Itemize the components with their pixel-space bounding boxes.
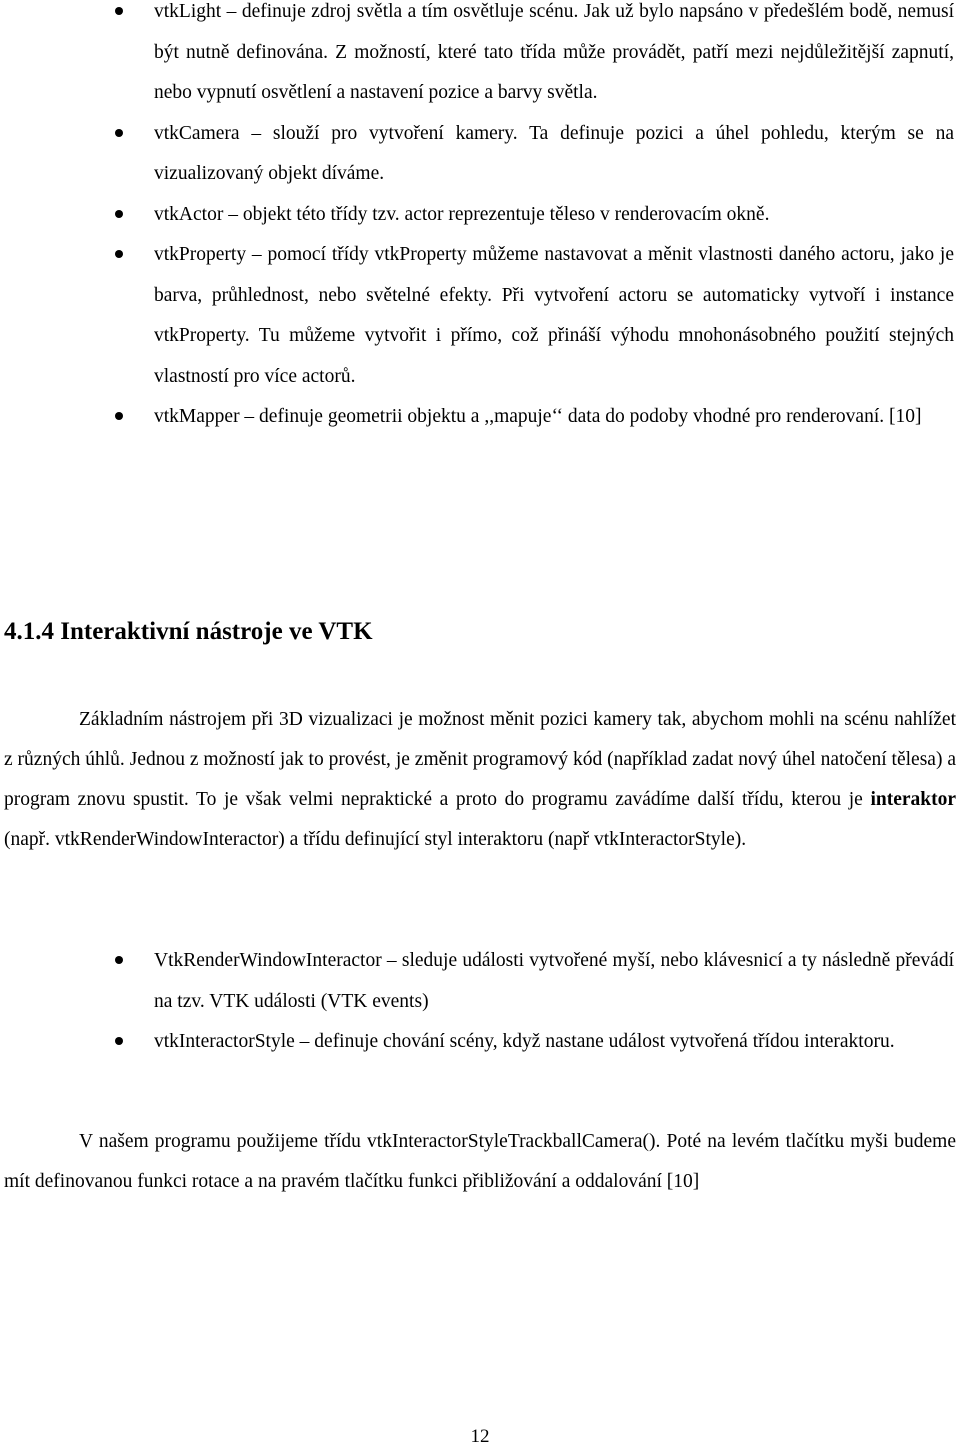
list-item	[0, 114, 960, 195]
bullet-icon	[115, 250, 123, 258]
page-number: 12	[470, 1426, 490, 1447]
class-list-top	[0, 0, 960, 438]
list-item	[0, 397, 960, 438]
bullet-icon	[115, 210, 123, 218]
list-item	[0, 235, 960, 397]
list-item-text: vtkActor – objekt této třídy tzv. actor reprezentuje těleso v renderovacím okně.	[154, 203, 770, 225]
class-list-bottom	[0, 941, 960, 1063]
list-item	[0, 1022, 960, 1063]
paragraph-text: Základním nástrojem při 3D vizualizaci je možnost měnit pozici kamery tak, abychom mohli na scénu nahlížet z různých úhlů. Jednou z možností jak to provést, je změnit programový kód (například zadat nový úhel natočení tělesa) a program znovu spustit. To je však velmi nepraktické a proto do programu zavádíme další třídu, kterou je	[4, 709, 956, 810]
paragraph-interactive-tools	[4, 700, 956, 860]
paragraph-text: V našem programu použijeme třídu vtkInteractorStyleTrackballCamera(). Poté na levém tlačítku myši budeme mít definovanou funkci rotace a na pravém tlačítku funkci přibližování a oddalování [10]	[4, 1131, 956, 1192]
section-heading: 4.1.4 Interaktivní nástroje ve VTK	[4, 618, 373, 645]
list-item	[0, 941, 960, 1022]
list-item-text: VtkRenderWindowInteractor – sleduje události vytvořené myší, nebo klávesnicí a ty následně převádí na tzv. VTK události (VTK events)	[154, 950, 954, 1012]
list-item-text: vtkCamera – slouží pro vytvoření kamery. Ta definuje pozici a úhel pohledu, kterým se na vizualizovaný objekt díváme.	[154, 122, 954, 184]
list-item-text: vtkMapper – definuje geometrii objektu a ,,mapuje‘‘ data do podoby vhodné pro renderovaní. [10]	[154, 406, 922, 427]
paragraph-our-program	[4, 1122, 956, 1202]
bullet-icon	[115, 956, 123, 964]
list-item-text: vtkProperty – pomocí třídy vtkProperty můžeme nastavovat a měnit vlastnosti daného actoru, jako je barva, průhlednost, nebo světelné efekty. Při vytvoření actoru se automaticky vytvoří i instance vtkProperty. Tu můžeme vytvořit i přímo, což přináší výhodu mnohonásobného použití stejných vlastností pro více actorů.	[154, 244, 954, 387]
list-item-text: vtkInteractorStyle – definuje chování scény, když nastane událost vytvořená třídou interaktoru.	[154, 1031, 895, 1052]
list-item	[0, 0, 960, 114]
bullet-icon	[115, 1037, 123, 1045]
list-item-text: vtkLight – definuje zdroj světla a tím osvětluje scénu. Jak už bylo napsáno v předešlém bodě, nemusí být nutně definována. Z možností, které tato třída může provádět, patří mezi nejdůležitější zapnutí, nebo vypnutí osvětlení a nastavení pozice a barvy světla.	[154, 1, 954, 103]
bold-term: interaktor	[870, 789, 956, 810]
list-item	[0, 195, 960, 236]
bullet-icon	[115, 7, 123, 15]
bullet-icon	[115, 129, 123, 137]
paragraph-text: (např. vtkRenderWindowInteractor) a třídu definující styl interaktoru (např vtkInteractorStyle).	[4, 829, 747, 850]
bullet-icon	[115, 412, 123, 420]
